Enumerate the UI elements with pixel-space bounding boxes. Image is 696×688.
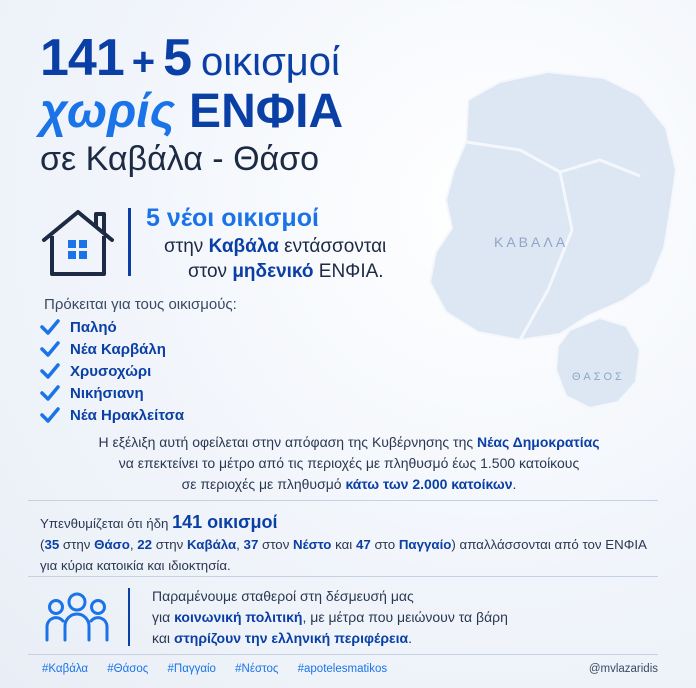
list-item [40,404,184,426]
settlement-name: Νικήσιανη [70,384,144,402]
check-icon [40,362,60,380]
hashtag[interactable]: #Νέστος [235,663,279,675]
headline-word-settlements: οικισμοί [201,40,340,84]
settlement-name: Νέα Ηρακλείτσα [70,406,185,424]
divider-line [28,500,658,501]
reminder-paragraph: Υπενθυμίζεται ότι ήδη 141 οικισμοί (35 στην Θάσο, 22 στην Καβάλα, 37 στον Νέστο και 47 στο Παγγαίο) απαλλάσσονται από τον ΕΝΦΙΑ για κύρια κατοικία και ιδιοκτησία. [40,512,647,573]
explanation-paragraph: Η εξέλιξη αυτή οφείλεται στην απόφαση της Κυβέρνησης της Νέας Δημοκρατίας να επεκτείνει το μέτρο από τις περιοχές με πληθυσμό έως 1.500 κατοίκους σε περιοχές με πληθυσμό κάτω των 2.000 κατοίκων. [98,434,600,492]
settlement-name: Παληό [70,318,117,336]
check-icon [40,318,60,336]
hashtag[interactable]: #Θάσος [107,663,149,675]
headline-enfia: ΕΝΦΙΑ [189,85,344,138]
hashtag[interactable]: #Καβάλα [42,663,89,675]
new-settlements-title: 5 νέοι οικισμοί [146,204,319,232]
map-label-thasos: ΘΑΣΟΣ [572,371,625,383]
author-handle[interactable]: @mvlazaridis [588,663,658,675]
footer [42,663,658,675]
settlements-list [40,316,184,426]
people-icon [44,590,110,644]
check-icon [40,384,60,402]
hashtags [42,663,403,675]
map-region-kavala [430,72,676,340]
divider-line [28,654,658,655]
divider-bar [128,208,131,276]
list-item [40,316,184,338]
hashtag[interactable]: #apotelesmatikos [297,663,388,675]
map-label-kavala: ΚΑΒΑΛΑ [494,234,569,250]
commitment-paragraph: Παραμένουμε σταθεροί στη δέσμευσή μας για κοινωνική πολιτική, με μέτρα που μειώνουν τα βάρη και στηρίζουν την ελληνική περιφέρεια. [152,588,508,646]
headline-number-5: 5 [163,29,192,87]
list-item [40,338,184,360]
list-item [40,360,184,382]
headline-plus: + [131,40,156,84]
house-icon [38,206,118,278]
hashtag[interactable]: #Παγγαίο [167,663,216,675]
check-icon [40,340,60,358]
settlements-intro: Πρόκειται για τους οικισμούς: [44,296,237,313]
map-island-thasos [556,318,640,408]
divider-bar [128,588,130,646]
settlement-name: Χρυσοχώρι [70,362,152,380]
new-settlements-line3: στον μηδενικό ΕΝΦΙΑ. [188,261,384,282]
new-settlements-line2: στην Καβάλα εντάσσονται [164,236,387,257]
divider-line [28,576,658,577]
headline-location: σε Καβάλα - Θάσο [40,140,320,178]
headline-without: χωρίς [40,85,176,138]
list-item [40,382,184,404]
settlement-name: Νέα Καρβάλη [70,340,166,358]
check-icon [40,406,60,424]
headline-number-141: 141 [40,29,124,87]
headline [40,29,344,178]
